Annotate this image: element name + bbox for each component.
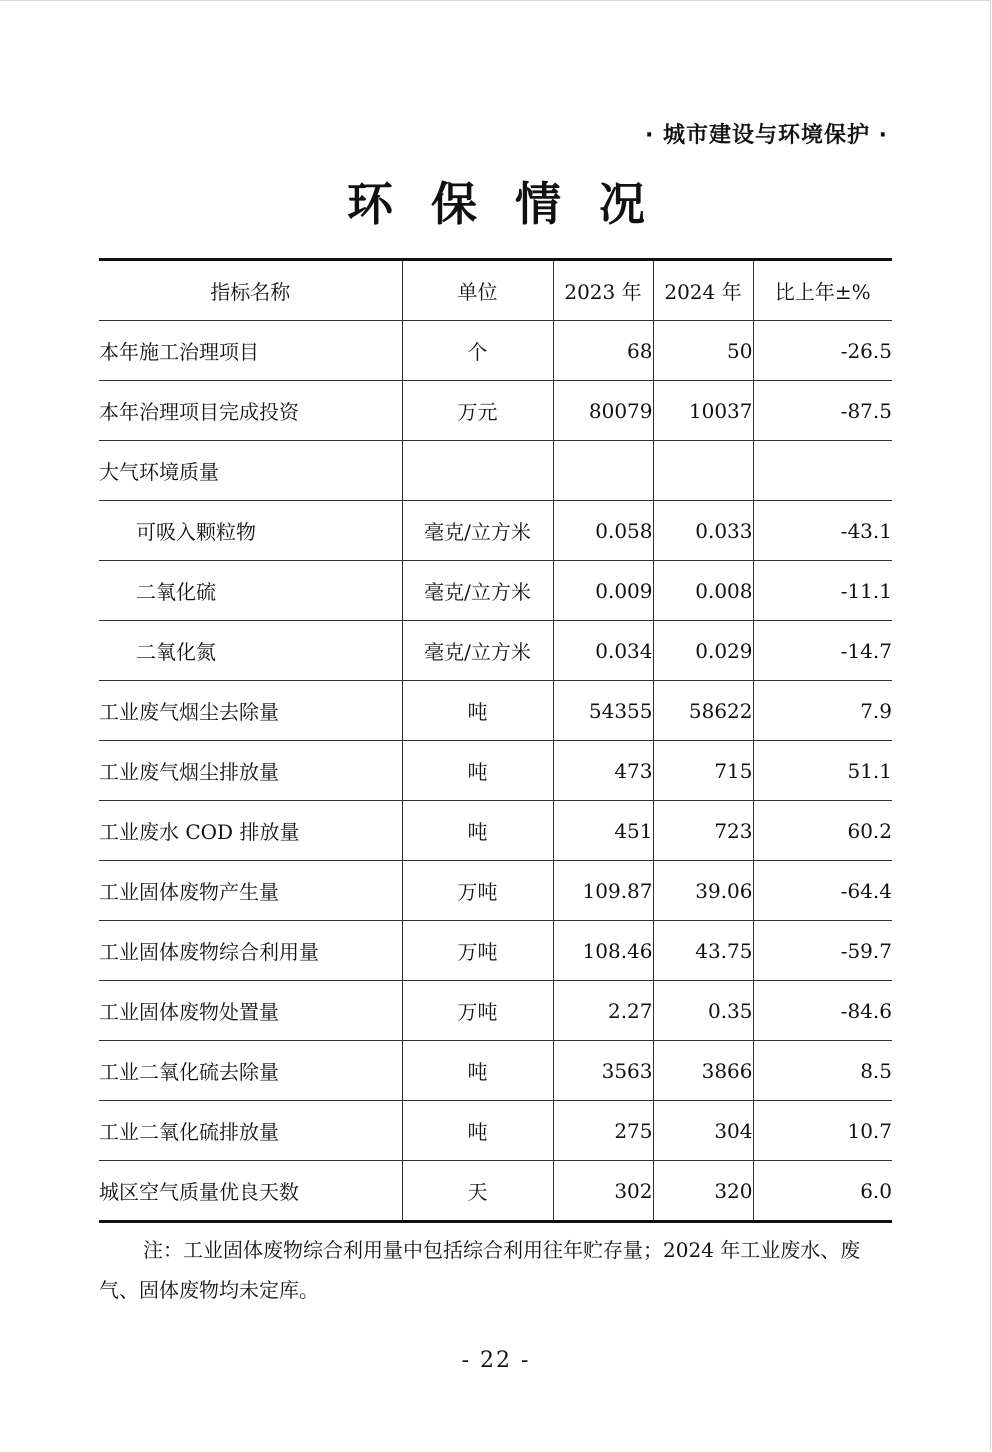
column-header-2024: 2024 年 [653, 260, 753, 321]
table-row [99, 861, 892, 921]
value-2024: 0.35 [653, 981, 753, 1041]
value-2024: 715 [653, 741, 753, 801]
change-percent: -59.7 [753, 921, 892, 981]
indicator-name: 工业固体废物处置量 [99, 981, 402, 1041]
change-percent: 8.5 [753, 1041, 892, 1101]
table-header-row [99, 260, 892, 321]
change-percent: -87.5 [753, 381, 892, 441]
column-header-2023: 2023 年 [553, 260, 653, 321]
indicator-unit: 毫克/立方米 [402, 501, 553, 561]
value-2024 [653, 441, 753, 501]
section-header: · 城市建设与环境保护 · [644, 123, 888, 148]
table-row [99, 741, 892, 801]
change-percent [753, 441, 892, 501]
change-percent: 6.0 [753, 1161, 892, 1222]
indicator-unit: 个 [402, 321, 553, 381]
value-2023: 0.058 [553, 501, 653, 561]
table-row [99, 981, 892, 1041]
change-percent: -64.4 [753, 861, 892, 921]
column-header-change: 比上年±% [753, 260, 892, 321]
value-2024: 0.008 [653, 561, 753, 621]
indicator-name: 工业固体废物综合利用量 [99, 921, 402, 981]
change-percent: -84.6 [753, 981, 892, 1041]
value-2023: 80079 [553, 381, 653, 441]
indicator-unit: 毫克/立方米 [402, 561, 553, 621]
statistics-table [99, 258, 892, 1223]
value-2023: 473 [553, 741, 653, 801]
indicator-unit: 吨 [402, 801, 553, 861]
table-row [99, 1161, 892, 1222]
value-2023: 109.87 [553, 861, 653, 921]
value-2024: 58622 [653, 681, 753, 741]
value-2023: 2.27 [553, 981, 653, 1041]
value-2024: 0.033 [653, 501, 753, 561]
change-percent: -43.1 [753, 501, 892, 561]
value-2024: 43.75 [653, 921, 753, 981]
value-2023: 68 [553, 321, 653, 381]
value-2023: 275 [553, 1101, 653, 1161]
value-2024: 3866 [653, 1041, 753, 1101]
indicator-name: 本年施工治理项目 [99, 321, 402, 381]
value-2023: 0.034 [553, 621, 653, 681]
table-row [99, 501, 892, 561]
indicator-name: 城区空气质量优良天数 [99, 1161, 402, 1222]
indicator-name: 工业废气烟尘去除量 [99, 681, 402, 741]
indicator-unit: 毫克/立方米 [402, 621, 553, 681]
indicator-unit: 万吨 [402, 981, 553, 1041]
indicator-unit: 吨 [402, 681, 553, 741]
value-2023: 108.46 [553, 921, 653, 981]
change-percent: 10.7 [753, 1101, 892, 1161]
table-row [99, 621, 892, 681]
table-row [99, 1101, 892, 1161]
indicator-unit: 万元 [402, 381, 553, 441]
indicator-name: 工业二氧化硫去除量 [99, 1041, 402, 1101]
column-header-unit: 单位 [402, 260, 553, 321]
table-row [99, 681, 892, 741]
change-percent: 7.9 [753, 681, 892, 741]
indicator-unit: 万吨 [402, 921, 553, 981]
table-row [99, 921, 892, 981]
page-title: 环保情况 [347, 177, 683, 231]
value-2024: 39.06 [653, 861, 753, 921]
value-2024: 10037 [653, 381, 753, 441]
table-row [99, 381, 892, 441]
value-2024: 320 [653, 1161, 753, 1222]
indicator-name: 可吸入颗粒物 [99, 501, 402, 561]
value-2023: 451 [553, 801, 653, 861]
indicator-unit: 吨 [402, 741, 553, 801]
table-row [99, 561, 892, 621]
indicator-unit: 万吨 [402, 861, 553, 921]
value-2023: 0.009 [553, 561, 653, 621]
indicator-name: 大气环境质量 [99, 441, 402, 501]
change-percent: -11.1 [753, 561, 892, 621]
value-2023: 54355 [553, 681, 653, 741]
indicator-name: 工业废水 COD 排放量 [99, 801, 402, 861]
change-percent: -14.7 [753, 621, 892, 681]
table-row [99, 1041, 892, 1101]
value-2024: 50 [653, 321, 753, 381]
indicator-unit [402, 441, 553, 501]
change-percent: -26.5 [753, 321, 892, 381]
indicator-name: 工业二氧化硫排放量 [99, 1101, 402, 1161]
indicator-unit: 天 [402, 1161, 553, 1222]
indicator-name: 本年治理项目完成投资 [99, 381, 402, 441]
indicator-name: 二氧化硫 [99, 561, 402, 621]
indicator-unit: 吨 [402, 1041, 553, 1101]
table-row [99, 441, 892, 501]
value-2024: 304 [653, 1101, 753, 1161]
indicator-name: 二氧化氮 [99, 621, 402, 681]
table-row [99, 321, 892, 381]
page-number: - 22 - [461, 1348, 531, 1373]
change-percent: 51.1 [753, 741, 892, 801]
table-row [99, 801, 892, 861]
table-footnote: 注：工业固体废物综合利用量中包括综合利用往年贮存量；2024 年工业废水、废气、固体废物均未定库。 [99, 1238, 861, 1302]
indicator-unit: 吨 [402, 1101, 553, 1161]
value-2024: 723 [653, 801, 753, 861]
value-2024: 0.029 [653, 621, 753, 681]
value-2023: 3563 [553, 1041, 653, 1101]
change-percent: 60.2 [753, 801, 892, 861]
indicator-name: 工业废气烟尘排放量 [99, 741, 402, 801]
value-2023: 302 [553, 1161, 653, 1222]
indicator-name: 工业固体废物产生量 [99, 861, 402, 921]
column-header-indicator: 指标名称 [210, 280, 291, 304]
value-2023 [553, 441, 653, 501]
